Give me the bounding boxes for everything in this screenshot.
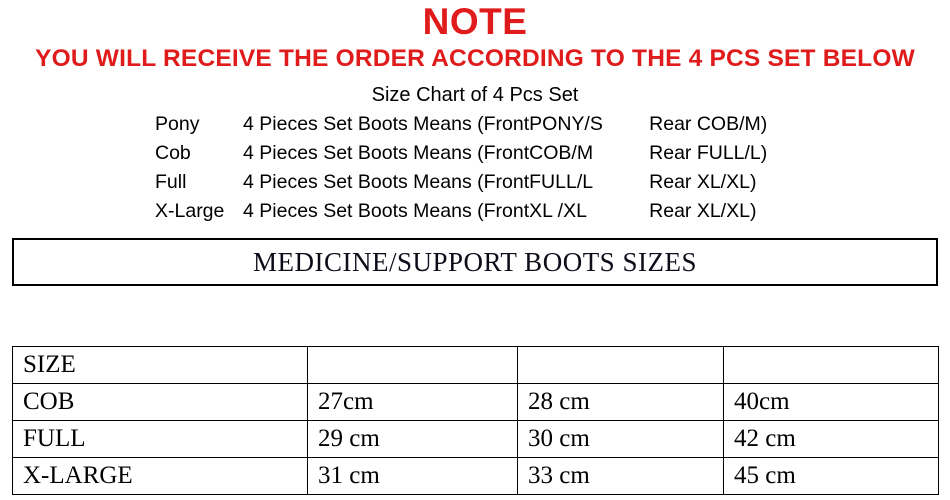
list-item xyxy=(155,168,795,197)
set-chart-title: Size Chart of 4 Pcs Set xyxy=(371,84,579,106)
table-cell: 33 cm xyxy=(518,458,724,495)
boots-sizes-banner xyxy=(12,238,938,286)
table-header-cell: SIZE xyxy=(13,347,308,384)
table-cell: X-LARGE xyxy=(13,458,308,495)
set-row-rear: Rear XL/XL) xyxy=(649,171,757,193)
set-row-size: Cob xyxy=(155,142,191,164)
set-row-means: 4 Pieces Set Boots Means (Front xyxy=(243,142,530,164)
set-row-means: 4 Pieces Set Boots Means (Front xyxy=(243,200,530,222)
sizes-table-wrapper xyxy=(12,346,938,495)
table-row xyxy=(13,421,939,458)
table-cell: 31 cm xyxy=(308,458,518,495)
set-row-rear: Rear XL/XL) xyxy=(649,200,757,222)
note-title: NOTE xyxy=(422,1,528,42)
table-header-cell xyxy=(308,347,518,384)
list-item xyxy=(155,110,795,139)
table-header-row xyxy=(13,347,939,384)
table-row xyxy=(13,458,939,495)
set-row-front: XL /XL xyxy=(529,200,587,222)
set-row-means: 4 Pieces Set Boots Means (Front xyxy=(243,171,530,193)
banner-label: MEDICINE/SUPPORT BOOTS SIZES xyxy=(253,246,697,277)
table-cell: 42 cm xyxy=(724,421,939,458)
set-row-rear: Rear FULL/L) xyxy=(649,142,768,164)
note-subtitle: YOU WILL RECEIVE THE ORDER ACCORDING TO THE 4 PCS SET BELOW xyxy=(35,45,915,72)
table-cell: COB xyxy=(13,384,308,421)
table-cell: 40cm xyxy=(724,384,939,421)
table-cell: 30 cm xyxy=(518,421,724,458)
set-row-size: Pony xyxy=(155,113,200,135)
table-header-cell xyxy=(518,347,724,384)
table-cell: FULL xyxy=(13,421,308,458)
table-cell: 27cm xyxy=(308,384,518,421)
set-row-front: PONY/S xyxy=(529,113,603,135)
sizes-table xyxy=(12,346,939,495)
document-page xyxy=(0,2,950,500)
table-cell: 29 cm xyxy=(308,421,518,458)
set-chart-list xyxy=(155,110,795,226)
set-row-rear: Rear COB/M) xyxy=(649,113,768,135)
list-item xyxy=(155,197,795,226)
set-row-front: COB/M xyxy=(529,142,594,164)
table-header-cell xyxy=(724,347,939,384)
list-item xyxy=(155,139,795,168)
table-row xyxy=(13,384,939,421)
table-cell: 45 cm xyxy=(724,458,939,495)
set-row-size: X-Large xyxy=(155,200,225,222)
set-row-front: FULL/L xyxy=(529,171,594,193)
set-row-means: 4 Pieces Set Boots Means (Front xyxy=(243,113,530,135)
set-row-size: Full xyxy=(155,171,187,193)
table-cell: 28 cm xyxy=(518,384,724,421)
